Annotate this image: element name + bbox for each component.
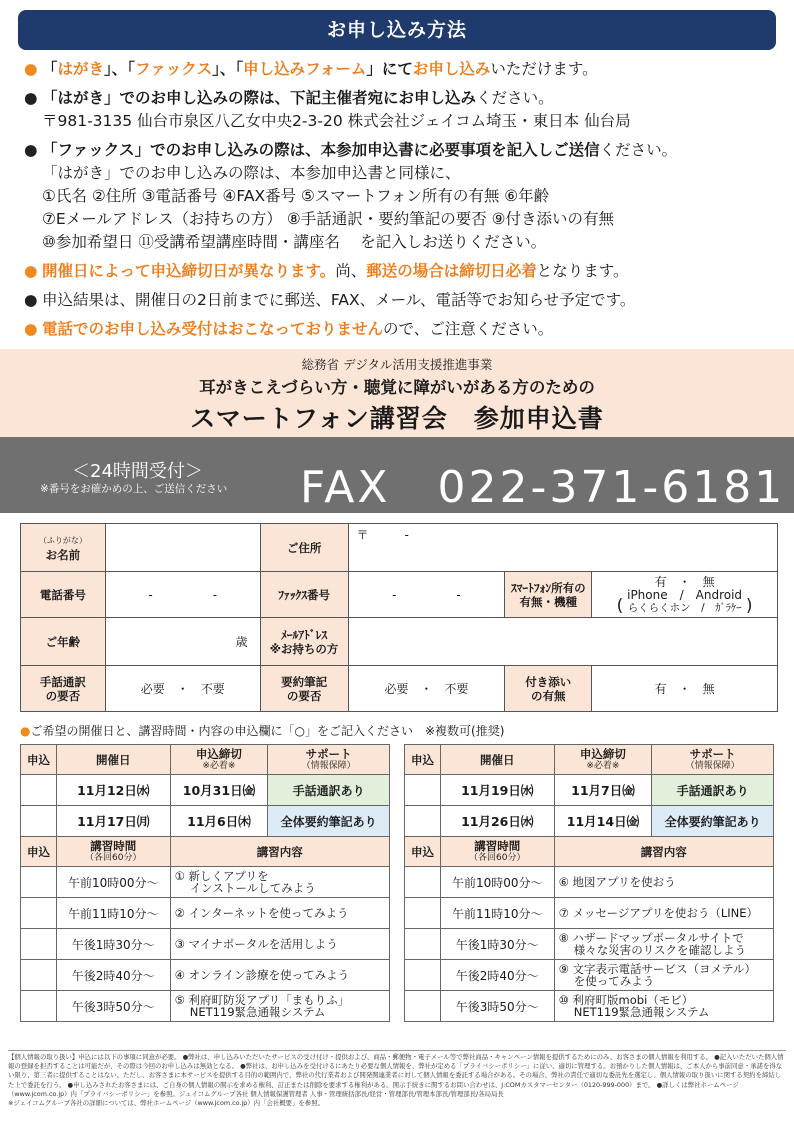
support-summary-writing: 全体要約筆記あり <box>652 806 774 837</box>
session-time: 午後2時40分～ <box>56 960 170 991</box>
text: いただけます。 <box>490 60 598 78</box>
text: らくらくホン / ｶﾞﾗｹｰ <box>627 602 742 614</box>
privacy-footnote: ※ジェイコムグループ各社の詳細については、弊社ホームページ（www.jcom.co.jp）内「会社概要」を参照。 <box>8 1099 324 1108</box>
apply-checkbox[interactable] <box>405 806 441 837</box>
text: の要否 <box>286 688 322 703</box>
event-date: 11月19日㈬ <box>440 775 554 806</box>
text: ご希望の開催日と、講習時間・内容の申込欄に「○」をご記入ください ※複数可(推奨) <box>30 724 505 738</box>
text: 講習時間 <box>90 838 137 853</box>
text: 尚、 <box>335 262 367 280</box>
session-content <box>170 867 389 898</box>
highlight-fax: ファックス <box>135 60 213 78</box>
text: 」、「 <box>104 60 136 78</box>
apply-header: 申込 <box>405 745 441 775</box>
text: ① 新しくアプリを <box>174 869 269 883</box>
deadline-header <box>170 745 268 775</box>
paren-icon: ( <box>616 596 624 616</box>
text: ⑩ 利府町版mobi（モビ） <box>558 993 694 1007</box>
email-label <box>260 618 348 666</box>
privacy-notice <box>8 1050 786 1108</box>
bullet-dot-icon: ● <box>24 262 38 280</box>
text: ください。 <box>476 89 554 107</box>
name-field[interactable] <box>105 524 260 572</box>
text: 申込結果は、開催日の2日前までに郵送、FAX、メール、電話等でお知らせ予定です。 <box>42 291 636 309</box>
text: 様々な災害のリスクを確認しよう <box>558 943 746 957</box>
application-form <box>20 523 778 712</box>
deadline-date: 11月14日㈮ <box>554 806 652 837</box>
text: ⑧ ハザードマップポータルサイトで <box>558 931 744 945</box>
age-label: ご年齢 <box>21 618 106 666</box>
sign-language-option[interactable]: 必要 ・ 不要 <box>105 666 260 712</box>
fax-banner <box>0 437 794 513</box>
bullet-item-phone <box>24 318 784 341</box>
name-label <box>21 524 106 572</box>
text: 」にて <box>366 60 413 78</box>
required-items-line: ⑦Eメールアドレス（お持ちの方） ⑧手話通訳・要約筆記の要否 ⑨付き添いの有無 <box>42 210 615 228</box>
text: はがき <box>57 89 105 107</box>
session-content <box>554 929 773 960</box>
text: （情報保障） <box>685 760 740 771</box>
apply-checkbox[interactable] <box>21 991 57 1022</box>
apply-header: 申込 <box>405 837 441 867</box>
session-time: 午前10時00分～ <box>56 867 170 898</box>
text: 要約筆記 <box>281 674 328 689</box>
text: を使ってみよう <box>558 974 655 988</box>
fax-field[interactable] <box>348 572 505 618</box>
apply-checkbox[interactable] <box>21 929 57 960</box>
text: サポート <box>305 746 352 761</box>
text: ※お持ちの方 <box>269 641 339 656</box>
support-summary-writing: 全体要約筆記あり <box>268 806 390 837</box>
age-field[interactable] <box>105 618 260 666</box>
content-header: 講習内容 <box>170 837 389 867</box>
support-header <box>268 745 390 775</box>
apply-checkbox[interactable] <box>21 775 57 806</box>
text: 有無・機種 <box>519 594 577 609</box>
bullet-dot-icon: ● <box>24 60 38 78</box>
bullet-dot-icon: ● <box>24 141 38 159</box>
fax-note: ※番号をお確かめの上、ご送信ください <box>40 483 228 495</box>
event-date: 11月17日㈪ <box>56 806 170 837</box>
schedule-note <box>20 722 504 739</box>
apply-checkbox[interactable] <box>21 806 57 837</box>
text: の有無 <box>531 688 566 703</box>
highlight-apply: お申し込み <box>412 60 491 78</box>
paren-icon: ) <box>745 596 753 616</box>
bullet-dot-icon: ● <box>24 89 38 107</box>
text: となります。 <box>536 262 629 280</box>
apply-checkbox[interactable] <box>405 775 441 806</box>
session-content: ② インターネットを使ってみよう <box>170 898 389 929</box>
apply-checkbox[interactable] <box>405 867 441 898</box>
session-time: 午後3時50分～ <box>56 991 170 1022</box>
text: NET119緊急通報システム <box>174 1005 326 1019</box>
text: 講習時間 <box>474 838 521 853</box>
highlight-deadline: 開催日によって申込締切日が異なります。 <box>42 262 336 280</box>
apply-checkbox[interactable] <box>405 960 441 991</box>
email-field[interactable] <box>348 618 777 666</box>
text: お名前 <box>45 547 81 562</box>
phone-label: 電話番号 <box>21 572 106 618</box>
deadline-date: 11月7日㈮ <box>554 775 652 806</box>
text: ください。 <box>599 141 678 159</box>
smartphone-field[interactable] <box>592 572 778 618</box>
text: 「はがき」でのお申し込みの際は、本参加申込書と同様に、 <box>42 164 461 182</box>
text: ※必着※ <box>202 760 236 771</box>
session-time: 午後1時30分～ <box>440 929 554 960</box>
deadline-date: 10月31日㈮ <box>170 775 268 806</box>
text: 手話通訳 <box>39 674 86 689</box>
session-time: 午前11時10分～ <box>56 898 170 929</box>
apply-checkbox[interactable] <box>21 960 57 991</box>
event-date: 11月26日㈬ <box>440 806 554 837</box>
phone-placeholder: - - <box>148 588 218 602</box>
text: 付き添い <box>525 674 572 689</box>
session-time: 午後3時50分～ <box>440 991 554 1022</box>
sponsor-line: 総務省 デジタル活用支援推進事業 <box>301 357 493 372</box>
schedule-table-left <box>20 744 390 1022</box>
apply-header: 申込 <box>21 745 57 775</box>
audience-line: 耳がきこえづらい方・聴覚に障がいがある方のための <box>199 378 595 397</box>
text: インストールしてみよう <box>174 881 316 895</box>
sign-language-label <box>21 666 106 712</box>
attendant-label <box>505 666 592 712</box>
fax-placeholder: - - <box>392 588 461 602</box>
form-title: スマートフォン講習会 参加申込書 <box>190 404 604 433</box>
text: 」、「 <box>212 60 244 78</box>
session-content: ⑦ メッセージアプリを使おう（LINE） <box>554 898 773 929</box>
session-time: 午後2時40分～ <box>440 960 554 991</box>
deadline-date: 11月6日㈭ <box>170 806 268 837</box>
text: の要否 <box>45 688 81 703</box>
summary-writing-option[interactable]: 必要 ・ 不要 <box>348 666 505 712</box>
date-header: 開催日 <box>440 745 554 775</box>
section-title-bar: お申し込み方法 <box>18 10 776 50</box>
required-items-line: ①氏名 ②住所 ③電話番号 ④FAX番号 ⑤スマートフォン所有の有無 ⑥年齢 <box>42 187 550 205</box>
session-time: 午前10時00分～ <box>440 867 554 898</box>
text: 下記主催者宛にお申し込み <box>290 89 477 107</box>
schedule-table-right <box>404 744 774 1022</box>
apply-checkbox[interactable] <box>405 991 441 1022</box>
session-content: ⑥ 地図アプリを使おう <box>554 867 773 898</box>
support-header <box>652 745 774 775</box>
session-time: 午後1時30分～ <box>56 929 170 960</box>
date-header: 開催日 <box>56 745 170 775</box>
text: （各回60分） <box>469 852 526 863</box>
text: ので、ご注意ください。 <box>383 320 554 338</box>
smartphone-label <box>505 572 592 618</box>
address-label: ご住所 <box>260 524 348 572</box>
privacy-text: 【個人情報の取り扱い】申込には以下の事項に同意が必要。 ●弊社は、申し込みいただいたサービスの受け付け・提供および、商品・郵便物・電子メール等で弊社商品・キャンペーン情報を提供するためにのみ、お客さまの個人情報を利用する。 ●記入いただいた個人情報の登録を拒否することは可能だが、その際は今回のお申し込みは無効となる。 ●弊社は、お申し込みを受付けるにあたり必要な個人情報を、弊社が定める「プライバシーポリシー」に従い、適切に管理する。お預かりした個人情報は、ご本人から事前同意・承諾を得ない限り、第三者に提供することはない。ただし、お客さまに本サービスを提供する目的の範囲内で、弊社の代行業者および開発関連業者に対して個人情報を委託する場合がある。その場合、弊社の責任で適切な委託先を選定し、個人情報の取り扱いに関する契約を締結した上で委託を行う。 ●申し込みされたお客さまには、ご自身の個人情報の開示を求める権利、訂正または削除を要求する権利がある。開示手続きに関するお問い合わせは、J:COMカスタマーセンター（0120-999-000）まで。 ●詳しくは弊社ホームページ（www.jcom.co.jp）内「プライバシーポリシー」を参照。ジェイコムグループ各社 個人情報保護管理者 人事・管理統括部長/経営・管理部長/管理本部長/管理部長/各局局長 <box>8 1053 784 1098</box>
apply-checkbox[interactable] <box>405 929 441 960</box>
event-date: 11月12日㈬ <box>56 775 170 806</box>
text: 」でのお申し込みの際は、 <box>104 89 291 107</box>
time-header <box>440 837 554 867</box>
text: iPhone / Android <box>627 588 743 602</box>
smartphone-yes-no-option[interactable]: 有 ・ 無 <box>654 575 715 589</box>
text: ⑨ 文字表示電話サービス（ヨメテル） <box>558 962 756 976</box>
session-content <box>554 991 773 1022</box>
smartphone-models[interactable] <box>627 589 742 614</box>
form-title-band <box>0 349 794 437</box>
fax-number: FAX 022-371-6181 <box>300 462 786 513</box>
apply-checkbox[interactable] <box>405 898 441 929</box>
session-content: ③ マイナポータルを活用しよう <box>170 929 389 960</box>
session-time: 午前11時10分～ <box>440 898 554 929</box>
text: NET119緊急通報システム <box>558 1005 710 1019</box>
organizer-address: 〒981-3135 仙台市泉区八乙女中央2-3-20 株式会社ジェイコム埼玉・東日本 仙台局 <box>42 112 631 130</box>
text: （情報保障） <box>301 760 356 771</box>
text: 「 <box>42 60 58 78</box>
address-field[interactable] <box>348 524 777 572</box>
text: 「 <box>42 89 58 107</box>
apply-checkbox[interactable] <box>21 898 57 929</box>
highlight-mail-deadline: 郵送の場合は締切日必着 <box>366 262 537 280</box>
application-methods-list <box>24 58 784 347</box>
support-sign-language: 手話通訳あり <box>652 775 774 806</box>
bullet-dot-icon: ● <box>20 724 31 738</box>
highlight-postcard: はがき <box>57 60 105 78</box>
phone-field[interactable] <box>105 572 260 618</box>
furigana-label: （ふりがな） <box>38 535 87 545</box>
apply-checkbox[interactable] <box>21 867 57 898</box>
deadline-header <box>554 745 652 775</box>
bullet-item-fax <box>24 139 784 254</box>
content-header: 講習内容 <box>554 837 773 867</box>
bullet-item-methods <box>24 58 784 81</box>
text: ﾒｰﾙｱﾄﾞﾚｽ <box>281 627 328 642</box>
session-content: ④ オンライン診療を使ってみよう <box>170 960 389 991</box>
text: サポート <box>689 746 736 761</box>
text: （各回60分） <box>85 852 142 863</box>
session-content <box>170 991 389 1022</box>
bullet-dot-icon: ● <box>24 320 38 338</box>
support-sign-language: 手話通訳あり <box>268 775 390 806</box>
time-header <box>56 837 170 867</box>
text: 申込締切 <box>579 746 626 761</box>
text: ファックス <box>57 141 135 159</box>
age-unit: 歳 <box>235 635 248 649</box>
text: ⑤ 利府町防災アプリ「まもりふ」 <box>174 993 350 1007</box>
text: ｽﾏｰﾄﾌｫﾝ所有の <box>510 580 586 595</box>
required-items-line: ⑩参加希望日 ⑪受講希望講座時間・講座名 を記入しお送りください。 <box>42 233 547 251</box>
postal-code-mark: 〒 - <box>356 528 409 542</box>
text: ※必着※ <box>586 760 620 771</box>
text: 」でのお申し込みの際は、 <box>134 141 321 159</box>
bullet-item-deadline <box>24 260 784 283</box>
summary-writing-label <box>260 666 348 712</box>
text: 本参加申込書に必要事項を記入しご送信 <box>320 141 600 159</box>
attendant-option[interactable]: 有 ・ 無 <box>592 666 778 712</box>
fax-label: ﾌｧｯｸｽ番号 <box>260 572 348 618</box>
highlight-form: 申し込みフォーム <box>243 60 367 78</box>
bullet-item-postcard <box>24 87 784 133</box>
bullet-item-result <box>24 289 784 312</box>
bullet-dot-icon: ● <box>24 291 38 309</box>
text: 「 <box>42 141 58 159</box>
highlight-no-phone: 電話でのお申し込み受付はおこなっておりません <box>42 320 384 338</box>
text: 申込締切 <box>195 746 242 761</box>
reception-hours: ＜24時間受付＞ <box>72 461 203 482</box>
apply-header: 申込 <box>21 837 57 867</box>
session-content <box>554 960 773 991</box>
